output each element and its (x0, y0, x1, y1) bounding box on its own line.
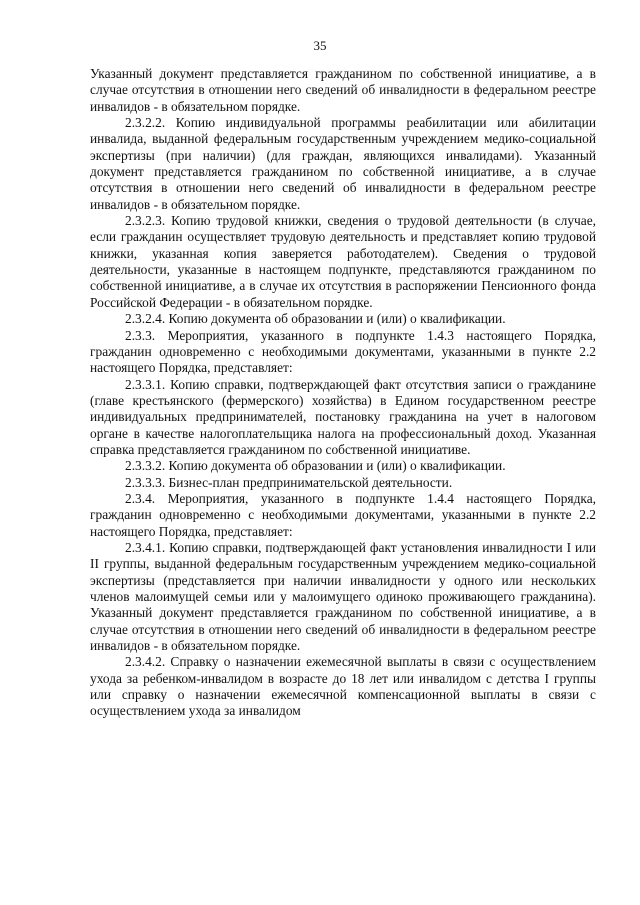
paragraph: 2.3.4.2. Справку о назначении ежемесячной выплаты в связи с осуществлением ухода за ребенком-инвалидом в возрасте до 18 лет или инвалидом с детства I группы или справку о назначении ежемесячной компенсационной выплаты в связи с осуществлением ухода за инвалидом (90, 654, 596, 719)
document-body (90, 66, 596, 720)
paragraph: 2.3.2.2. Копию индивидуальной программы реабилитации или абилитации инвалида, выданной федеральным государственным учреждением медико-социальной экспертизы (при наличии) (для граждан, являющихся инвалидами). Указанный документ представляется гражданином по собственной инициативе, а в случае отсутствия в отношении него сведений об инвалидности в федеральном реестре инвалидов - в обязательном порядке. (90, 115, 596, 212)
paragraph: 2.3.3.2. Копию документа об образовании и (или) о квалификации. (125, 458, 506, 474)
paragraph: 2.3.4. Мероприятия, указанного в подпункте 1.4.4 настоящего Порядка, гражданин одновременно с необходимыми документами, указанными в пункте 2.2 настоящего Порядка, представляет: (90, 490, 596, 539)
paragraph: 2.3.4.1. Копию справки, подтверждающей факт установления инвалидности I или II группы, выданной федеральным государственным учреждением медико-социальной экспертизы (представляется при наличии инвалидности у одного или нескольких членов малоимущей семьи или у малоимущего одиноко проживающего гражданина). Указанный документ представляется гражданином по собственной инициативе, а в случае отсутствия в отношении него сведений об инвалидности в федеральном реестре инвалидов - в обязательном порядке. (90, 539, 596, 654)
paragraph: 2.3.3.1. Копию справки, подтверждающей факт отсутствия записи о гражданине (главе крестьянского (фермерского) хозяйства) в Едином государственном реестре индивидуальных предпринимателей, постановку гражданина на учет в налоговом органе в качестве налогоплательщика налога на профессиональный доход. Указанная справка представляется гражданином по собственной инициативе. (90, 376, 596, 457)
paragraph: 2.3.3.3. Бизнес-план предпринимательской деятельности. (125, 474, 453, 490)
paragraph: 2.3.2.4. Копию документа об образовании и (или) о квалификации. (125, 311, 506, 327)
paragraph: Указанный документ представляется гражданином по собственной инициативе, а в случае отсутствия в отношении него сведений об инвалидности в федеральном реестре инвалидов - в обязательном порядке. (90, 66, 596, 114)
paragraph: 2.3.3. Мероприятия, указанного в подпункте 1.4.3 настоящего Порядка, гражданин одновременно с необходимыми документами, указанными в пункте 2.2 настоящего Порядка, представляет: (90, 327, 596, 376)
page-number: 35 (313, 38, 327, 53)
paragraph: 2.3.2.3. Копию трудовой книжки, сведения о трудовой деятельности (в случае, если гражданин осуществляет трудовую деятельность и представляет копию трудовой книжки, указанная копия заверяется работодателем). Сведения о трудовой деятельности, указанные в настоящем подпункте, представляются гражданином по собственной инициативе, а в случае их отсутствия в распоряжении Пенсионного фонда Российской Федерации - в обязательном порядке. (90, 213, 596, 310)
